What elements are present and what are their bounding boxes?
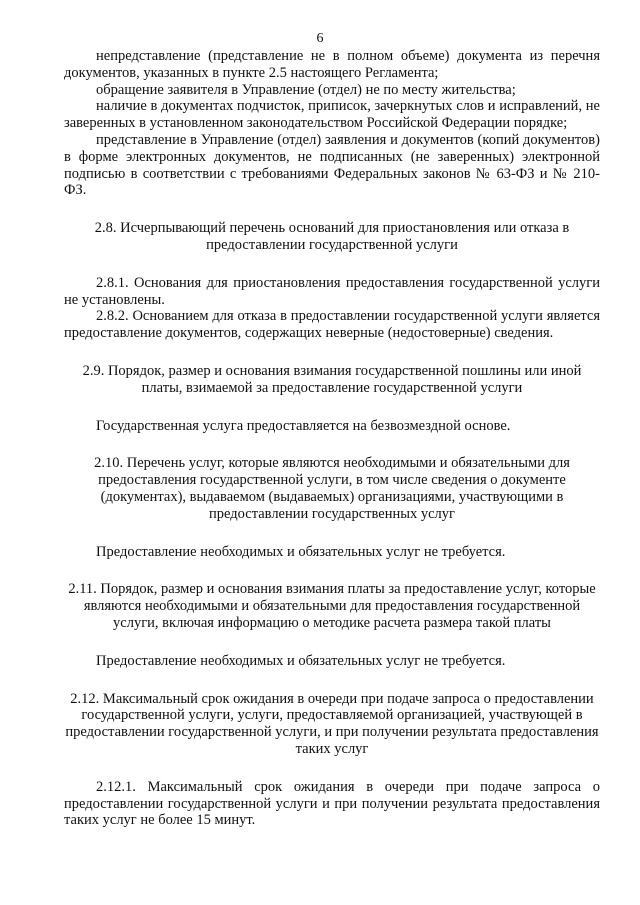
- spacer: [64, 632, 600, 653]
- spacer: [64, 560, 600, 581]
- paragraph-2-11: Предоставление необходимых и обязательных услуг не требуется.: [96, 652, 506, 669]
- paragraph-refusal-ground-3: наличие в документах подчисток, приписок, зачеркнутых слов и исправлений, не заверенных в установленном законодательством Российской Федерации порядке;: [64, 98, 600, 132]
- paragraph-refusal-ground-1: непредставление (представление не в полном объеме) документа из перечня документов, указанных в пункте 2.5 настоящего Регламента;: [64, 48, 600, 81]
- spacer: [64, 523, 600, 544]
- spacer: [64, 758, 600, 779]
- spacer: [64, 397, 600, 418]
- spacer: [64, 670, 600, 691]
- paragraph-2-12-1: 2.12.1. Максимальный срок ожидания в очереди при подаче запроса о предоставлении государственной услуги и при получении результата предоставления таких услуг не более 15 минут.: [64, 778, 600, 829]
- spacer: [64, 199, 600, 220]
- paragraph-2-8-2: 2.8.2. Основанием для отказа в предоставлении государственной услуги является предоставление документов, содержащих неверные (недостоверные) сведения.: [64, 308, 600, 342]
- section-heading-2-10: 2.10. Перечень услуг, которые являются необходимыми и обязательными для предоставления государственной услуги, в том числе сведения о документе (документах), выдаваемом (выдаваемых) организациями, участвующими в предоставлении государственных услуг: [94, 455, 570, 522]
- paragraph-2-10: Предоставление необходимых и обязательных услуг не требуется.: [96, 543, 506, 560]
- paragraph-refusal-ground-2: обращение заявителя в Управление (отдел) не по месту жительства;: [96, 81, 516, 98]
- section-heading-2-12: 2.12. Максимальный срок ожидания в очереди при подаче запроса о предоставлении государственной услуги, услуги, предоставляемой организацией, участвующей в предоставлении государственной услуги, и при получении результата предоставления таких услуг: [65, 690, 599, 757]
- paragraph-refusal-ground-4: представление в Управление (отдел) заявления и документов (копий документов) в форме электронных документов, не подписанных (не заверенных) электронной подписью в соответствии с требованиями Федеральных законов № 63-ФЗ и № 210-ФЗ.: [64, 131, 600, 199]
- spacer: [64, 342, 600, 363]
- section-heading-2-8: 2.8. Исчерпывающий перечень оснований для приостановления или отказа в предоставлении государственной услуги: [94, 220, 570, 253]
- paragraph-2-8-1: 2.8.1. Основания для приостановления предоставления государственной услуги не установлены.: [64, 274, 600, 308]
- spacer: [64, 254, 600, 275]
- page-number: 6: [316, 31, 324, 46]
- paragraph-2-9: Государственная услуга предоставляется на безвозмездной основе.: [96, 417, 511, 434]
- section-heading-2-9: 2.9. Порядок, размер и основания взимания государственной пошлины или иной платы, взимаемой за предоставление государственной услуги: [82, 362, 582, 396]
- document-body: [64, 48, 600, 829]
- section-heading-2-11: 2.11. Порядок, размер и основания взимания платы за предоставление услуг, которые являются необходимыми и обязательными для предоставления государственной услуги, включая информацию о методике расчета размера такой платы: [68, 581, 596, 631]
- spacer: [64, 434, 600, 455]
